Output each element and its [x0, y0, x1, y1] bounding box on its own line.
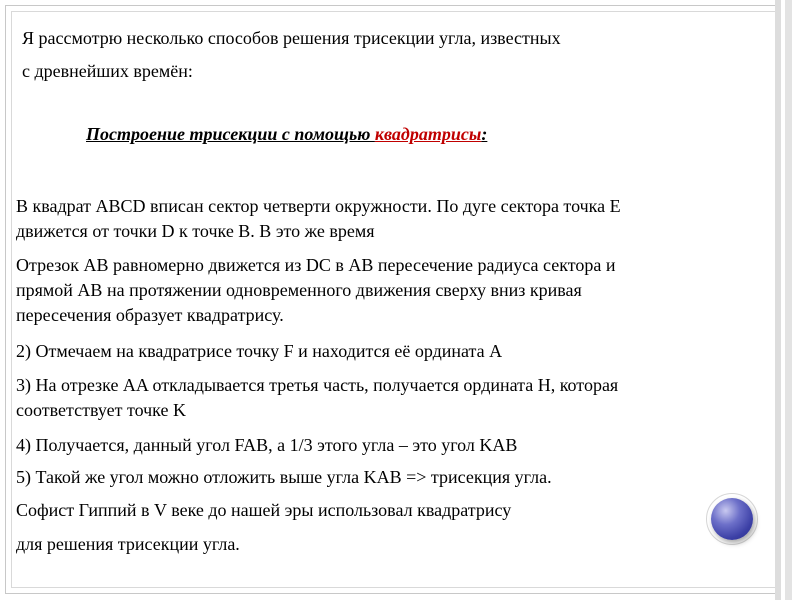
conclusion-line-2: для решения трисекции угла.: [16, 534, 240, 554]
step-2: 2) Отмечаем на квадратрисе точку F и находится её ордината A: [16, 341, 503, 361]
paragraph-2-line-2: прямой AB на протяжении одновременного движения сверху вниз кривая: [16, 280, 582, 300]
section-heading: [86, 124, 487, 145]
decorative-orb-icon: [711, 498, 753, 540]
paragraph-2-line-3: пересечения образует квадратрису.: [16, 305, 284, 325]
paragraph-1-line-1: В квадрат ABCD вписан сектор четверти окружности. По дуге сектора точка E: [16, 196, 621, 216]
conclusion-line-1: Софист Гиппий в V веке до нашей эры использовал квадратрису: [16, 500, 512, 520]
intro-line-2: с древнейших времён:: [22, 61, 193, 81]
paragraph-2-line-1: Отрезок AB равномерно движется из DC в AB пересечение радиуса сектора и: [16, 255, 616, 275]
step-5: 5) Такой же угол можно отложить выше угла KAB => трисекция угла.: [16, 467, 552, 487]
heading-prefix: Построение трисекции с помощью: [86, 124, 375, 144]
step-3-line-2: соответствует точке K: [16, 400, 186, 420]
intro-line-1: Я рассмотрю несколько способов решения трисекции угла, известных: [22, 28, 561, 48]
step-4: 4) Получается, данный угол FAB, а 1/3 этого угла – это угол KAB: [16, 435, 518, 455]
quadratrix-link[interactable]: квадратрисы: [374, 124, 482, 144]
step-3-line-1: 3) На отрезке AA откладывается третья часть, получается ордината H, которая: [16, 375, 619, 395]
heading-suffix: :: [481, 124, 488, 144]
right-decor-rail: [775, 0, 800, 600]
paragraph-1-line-2: движется от точки D к точке B. В это же время: [16, 221, 375, 241]
